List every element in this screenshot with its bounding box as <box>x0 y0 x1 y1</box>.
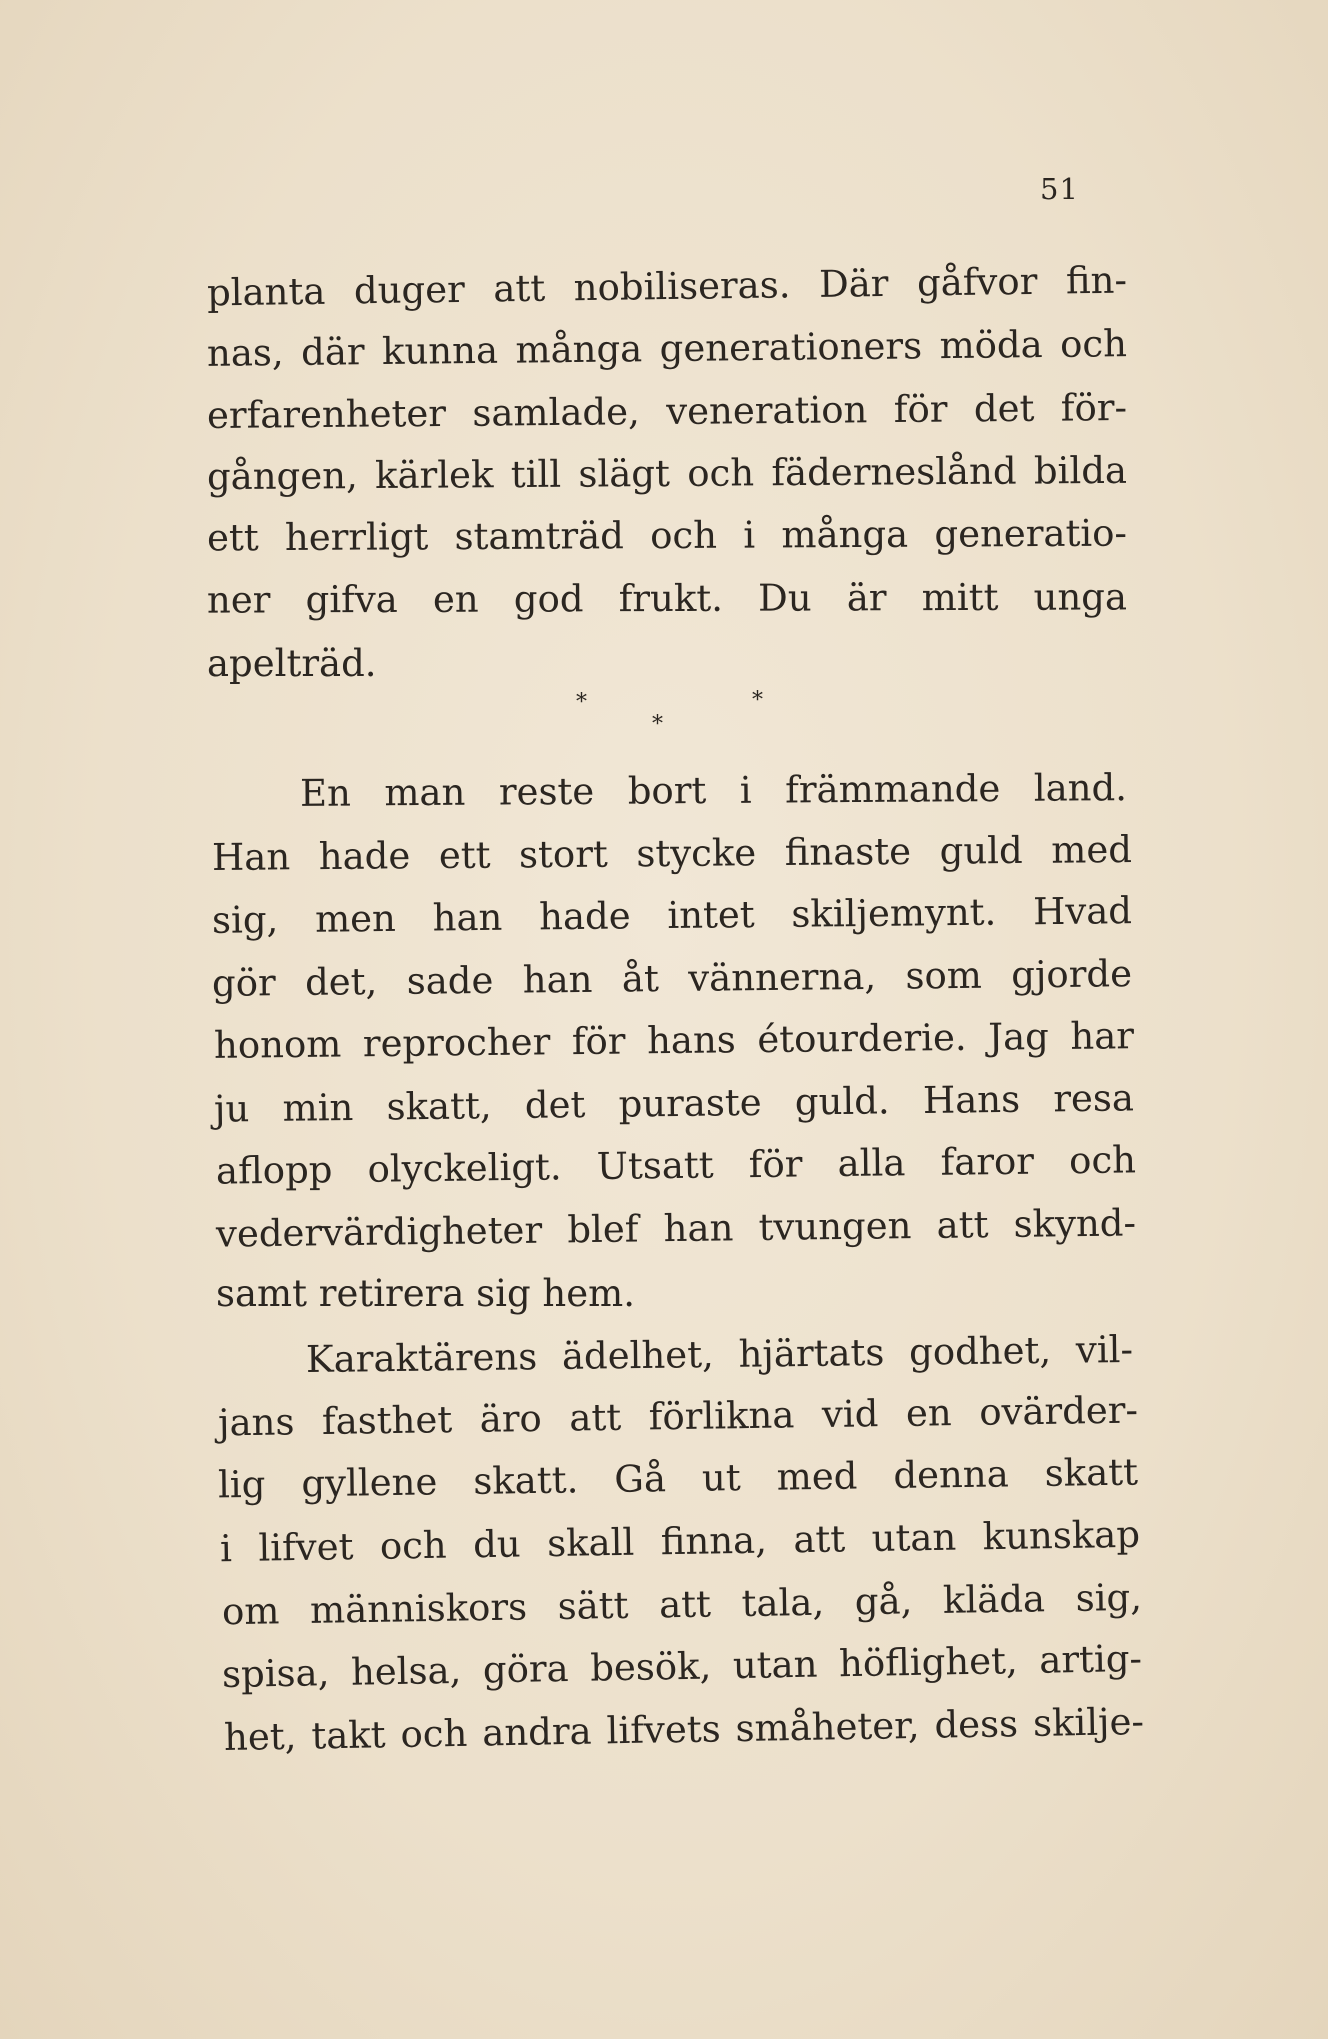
page-number: 51 <box>1040 172 1079 206</box>
text-line: ner gifva en god frukt. Du är mitt unga <box>206 575 1128 622</box>
text-line: Karaktärens ädelhet, hjärtats godhet, vil- <box>305 1327 1134 1382</box>
text-line: gör det, sade han åt vännerna, som gjorde <box>211 952 1133 1005</box>
text-line: planta duger att nobiliseras. Där gåfvor fin- <box>206 258 1128 315</box>
text-line: lig gyllene skatt. Gå ut med denna skatt <box>217 1450 1139 1507</box>
text-line: jans fasthet äro att förlikna vid en ovärder- <box>217 1388 1139 1445</box>
text-line: erfarenheter samlade, veneration för det för- <box>206 385 1128 438</box>
separator-star: * <box>752 688 763 713</box>
text-line: En man reste bort i främmande land. <box>299 766 1128 815</box>
separator-star: * <box>652 712 663 737</box>
text-line: spisa, helsa, göra besök, utan höflighet, artig- <box>221 1636 1143 1697</box>
text-line: honom reprocher för hans étourderie. Jag har <box>213 1014 1135 1067</box>
separator-star: * <box>576 690 587 715</box>
text-line: i lifvet och du skall finna, att utan kunskap <box>219 1512 1141 1571</box>
text-line: aflopp olyckeligt. Utsatt för alla faror och <box>215 1138 1137 1193</box>
text-line: om människors sätt att tala, gå, kläda sig, <box>221 1575 1143 1634</box>
text-line: sig, men han hade intet skiljemynt. Hvad <box>211 889 1133 942</box>
text-line: ju min skatt, det puraste guld. Hans resa <box>213 1076 1135 1131</box>
text-line: vedervärdigheter blef han tvungen att skynd- <box>215 1201 1137 1256</box>
text-line: Han hade ett stort stycke finaste guld med <box>211 827 1133 880</box>
text-line: het, takt och andra lifvets småheter, dess skilje- <box>223 1699 1145 1760</box>
text-line: samt retirera sig hem. <box>216 1272 635 1315</box>
text-line: gången, kärlek till slägt och fäderneslånd bilda <box>206 448 1128 499</box>
text-line: apelträd. <box>207 642 377 685</box>
text-line: ett herrligt stamträd och i många generatio- <box>206 511 1128 560</box>
text-line: nas, där kunna många generationers möda och <box>206 322 1128 375</box>
